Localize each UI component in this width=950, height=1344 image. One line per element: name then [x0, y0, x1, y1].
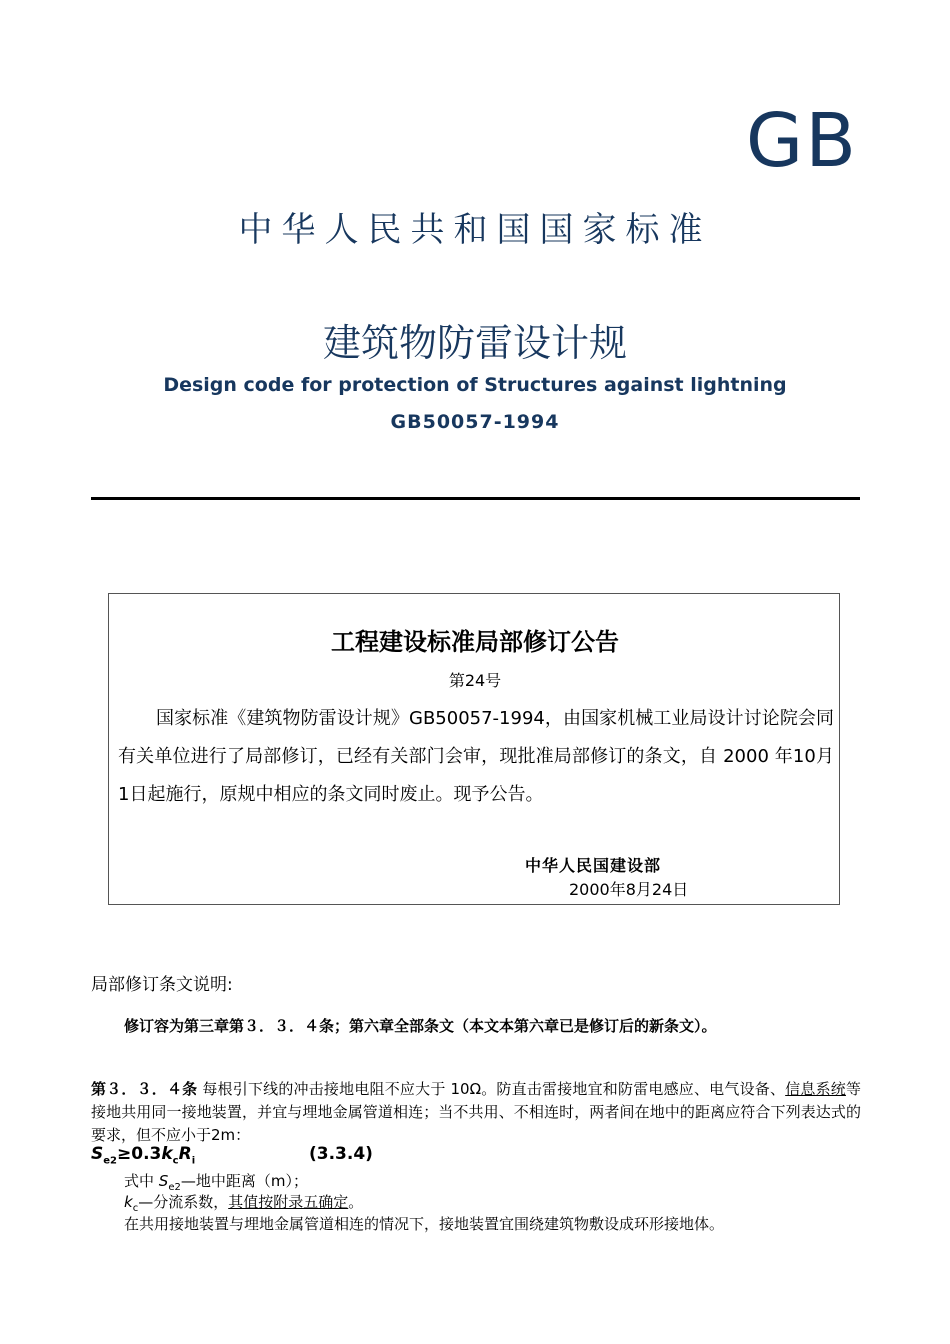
- notice-body: 国家标准《建筑物防雷设计规》GB50057-1994，由国家机械工业局设计讨论院会同有关单位进行了局部修订，已经有关部门会审，现批准局部修订的条文，自 2000 年10月1日起施行，原规中相应的条文同时废止。现予公告。: [118, 708, 834, 805]
- note-symbol-s: S: [158, 1172, 169, 1190]
- header-divider: [91, 497, 860, 500]
- notice-issuer: 中华人民国建设部: [525, 856, 662, 875]
- gb-mark: GB: [745, 98, 858, 184]
- notice-number: 第24号: [448, 671, 502, 690]
- formula-sub-i: i: [191, 1155, 196, 1167]
- clause-text-continued: 等接地共用同一接地装置，并宜与埋地金属管道相连；当不共用、不相连时，两者间在地中的距离应符合下列表达式的要求，但不应小于2m：: [91, 1080, 861, 1144]
- standard-code: GB50057-1994: [390, 411, 560, 433]
- revision-notice-box: [108, 593, 840, 905]
- clause-number: 第３．３．４条: [91, 1080, 198, 1098]
- note-prefix: 式中: [124, 1172, 159, 1190]
- document-title-en: Design code for protection of Structures against lightning: [163, 374, 787, 396]
- note-kc-underlined: 其值按附录五确定: [228, 1193, 349, 1211]
- formula-symbol-s: S: [91, 1144, 104, 1164]
- note-kc-end: 。: [348, 1193, 364, 1211]
- formula-relation: ≥0.3: [117, 1144, 162, 1164]
- note-sub-c: c: [132, 1203, 139, 1214]
- explanation-heading: 局部修订条文说明:: [91, 975, 233, 995]
- formula: [91, 1144, 195, 1166]
- clause-paragraph: [91, 1078, 861, 1147]
- formula-symbol-r: R: [178, 1144, 192, 1164]
- formula-number: (3.3.4): [309, 1144, 373, 1164]
- revision-scope: 修订容为第三章第３．３．４条；第六章全部条文（本文本第六章已是修订后的新条文）。: [124, 1017, 717, 1035]
- note-distance: [124, 1170, 308, 1193]
- note-distance-text: —地中距离（m）；: [180, 1172, 308, 1190]
- formula-sub-c: c: [172, 1155, 179, 1167]
- formula-symbol-k: k: [161, 1144, 173, 1164]
- note-symbol-k: k: [124, 1193, 133, 1211]
- clause-text: 每根引下线的冲击接地电阻不应大于 10Ω。防直击雷接地宜和防雷电感应、电气设备、: [197, 1080, 786, 1098]
- national-standard-heading: 中华人民共和国国家标准: [238, 210, 712, 250]
- formula-sub-e2: e2: [103, 1155, 117, 1167]
- clause-underlined-term: 信息系统: [785, 1080, 846, 1098]
- note-sub-e2: e2: [168, 1182, 181, 1193]
- notice-title: 工程建设标准局部修订公告: [331, 628, 619, 656]
- document-title-cn: 建筑物防雷设计规: [322, 321, 627, 365]
- note-ring-electrode: 在共用接地装置与埋地金属管道相连的情况下，接地装置宜围绕建筑物敷设成环形接地体。: [124, 1215, 725, 1233]
- note-split-coefficient: [124, 1191, 363, 1214]
- notice-date: 2000年8月24日: [569, 880, 689, 899]
- note-kc-text: —分流系数，: [138, 1193, 229, 1211]
